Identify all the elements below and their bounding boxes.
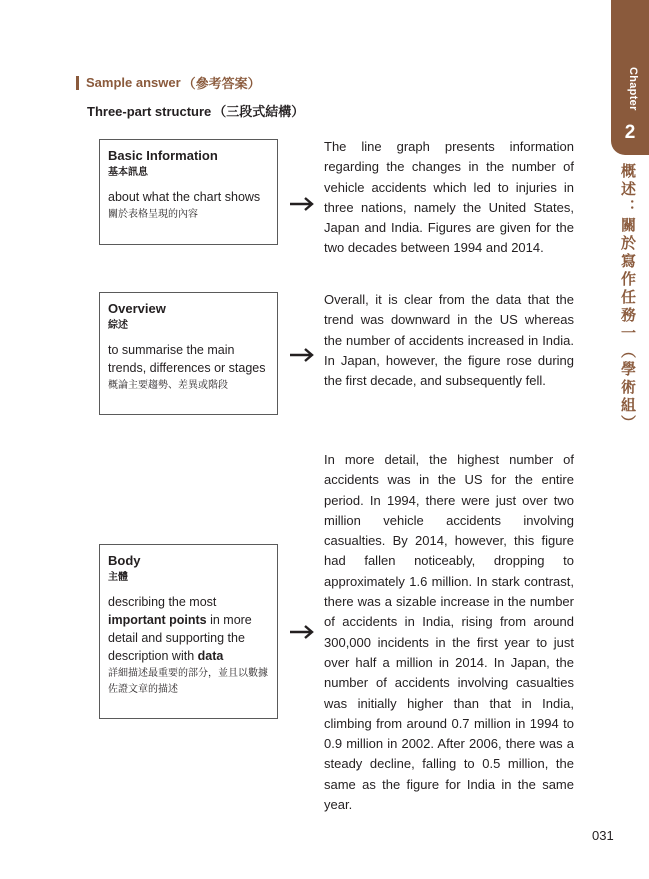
- box-title-zh: 主體: [108, 572, 128, 583]
- box-title: Overview: [108, 301, 166, 316]
- body-paragraph: In more detail, the highest number of accidents was in the US for the entire period. In 1994, there were just over two million vehicle accidents involving casualties. By 2014, however, this figure had fallen noticeably, dropping to approximately 1.6 million. In stark contrast, there was a sizable increase in the number of accidents in India, rising from around 300,000 incidents in the first year to just over half a million in 2014. In Japan, the number of accidents involving casualties was initially higher than that in India, climbing from around 0.7 million in 1994 to 0.9 million in 2002. After 2006, there was a steady decline, falling to 0.5 million, the same as the figure for India in the same year.: [324, 452, 574, 813]
- section-heading-zh: （參考答案）: [182, 76, 261, 91]
- box-description: [108, 593, 269, 665]
- box-description: to summarise the main trends, differences or stages: [108, 343, 266, 375]
- heading-bar-marker: [76, 76, 79, 90]
- right-arrow-icon: [289, 347, 317, 363]
- intro-paragraph: The line graph presents information regarding the changes in the number of vehicle accidents which led to injuries in three nations, namely the United States, Japan and India. Figures are given for the two decades between 1994 and 2014.: [324, 139, 574, 256]
- chapter-number: 2: [624, 122, 636, 143]
- right-arrow-icon: [289, 624, 317, 640]
- desc-text: in more detail and supporting the description with: [108, 613, 252, 663]
- box-description-zh: 概論主要趨勢、差異或階段: [108, 380, 228, 391]
- page-number: 031: [592, 828, 614, 843]
- right-arrow-icon: [289, 196, 317, 212]
- overview-paragraph: Overall, it is clear from the data that the trend was downward in the US whereas the number of accidents increased in India. In Japan, however, the figure rose during the first decade, and subsequently fell.: [324, 292, 574, 389]
- desc-bold-text: important points: [108, 613, 207, 627]
- box-title-zh: 基本訊息: [108, 167, 148, 178]
- section-heading: [76, 73, 261, 92]
- box-description-zh: 關於表格呈現的內容: [108, 209, 198, 220]
- chapter-side-title: 概述：關於寫作任務一（學術組）: [619, 163, 636, 433]
- desc-bold-text: data: [197, 649, 224, 663]
- chapter-label: Chapter: [627, 67, 639, 111]
- section-heading-en: Sample answer: [86, 75, 181, 90]
- box-description: about what the chart shows: [108, 190, 261, 204]
- box-title: Body: [108, 553, 141, 568]
- box-description-zh: 詳細描述最重要的部分，並且以數據佐證文章的描述: [108, 668, 268, 695]
- box-title-zh: 綜述: [108, 320, 128, 331]
- structure-heading-zh: （三段式結構）: [213, 104, 305, 119]
- desc-text: describing the most: [108, 595, 217, 609]
- overview-box: [99, 292, 278, 415]
- body-box: [99, 544, 278, 719]
- structure-heading-en: Three-part structure: [87, 104, 212, 119]
- structure-heading: [87, 101, 304, 120]
- basic-information-box: [99, 139, 278, 245]
- box-title: Basic Information: [108, 148, 218, 163]
